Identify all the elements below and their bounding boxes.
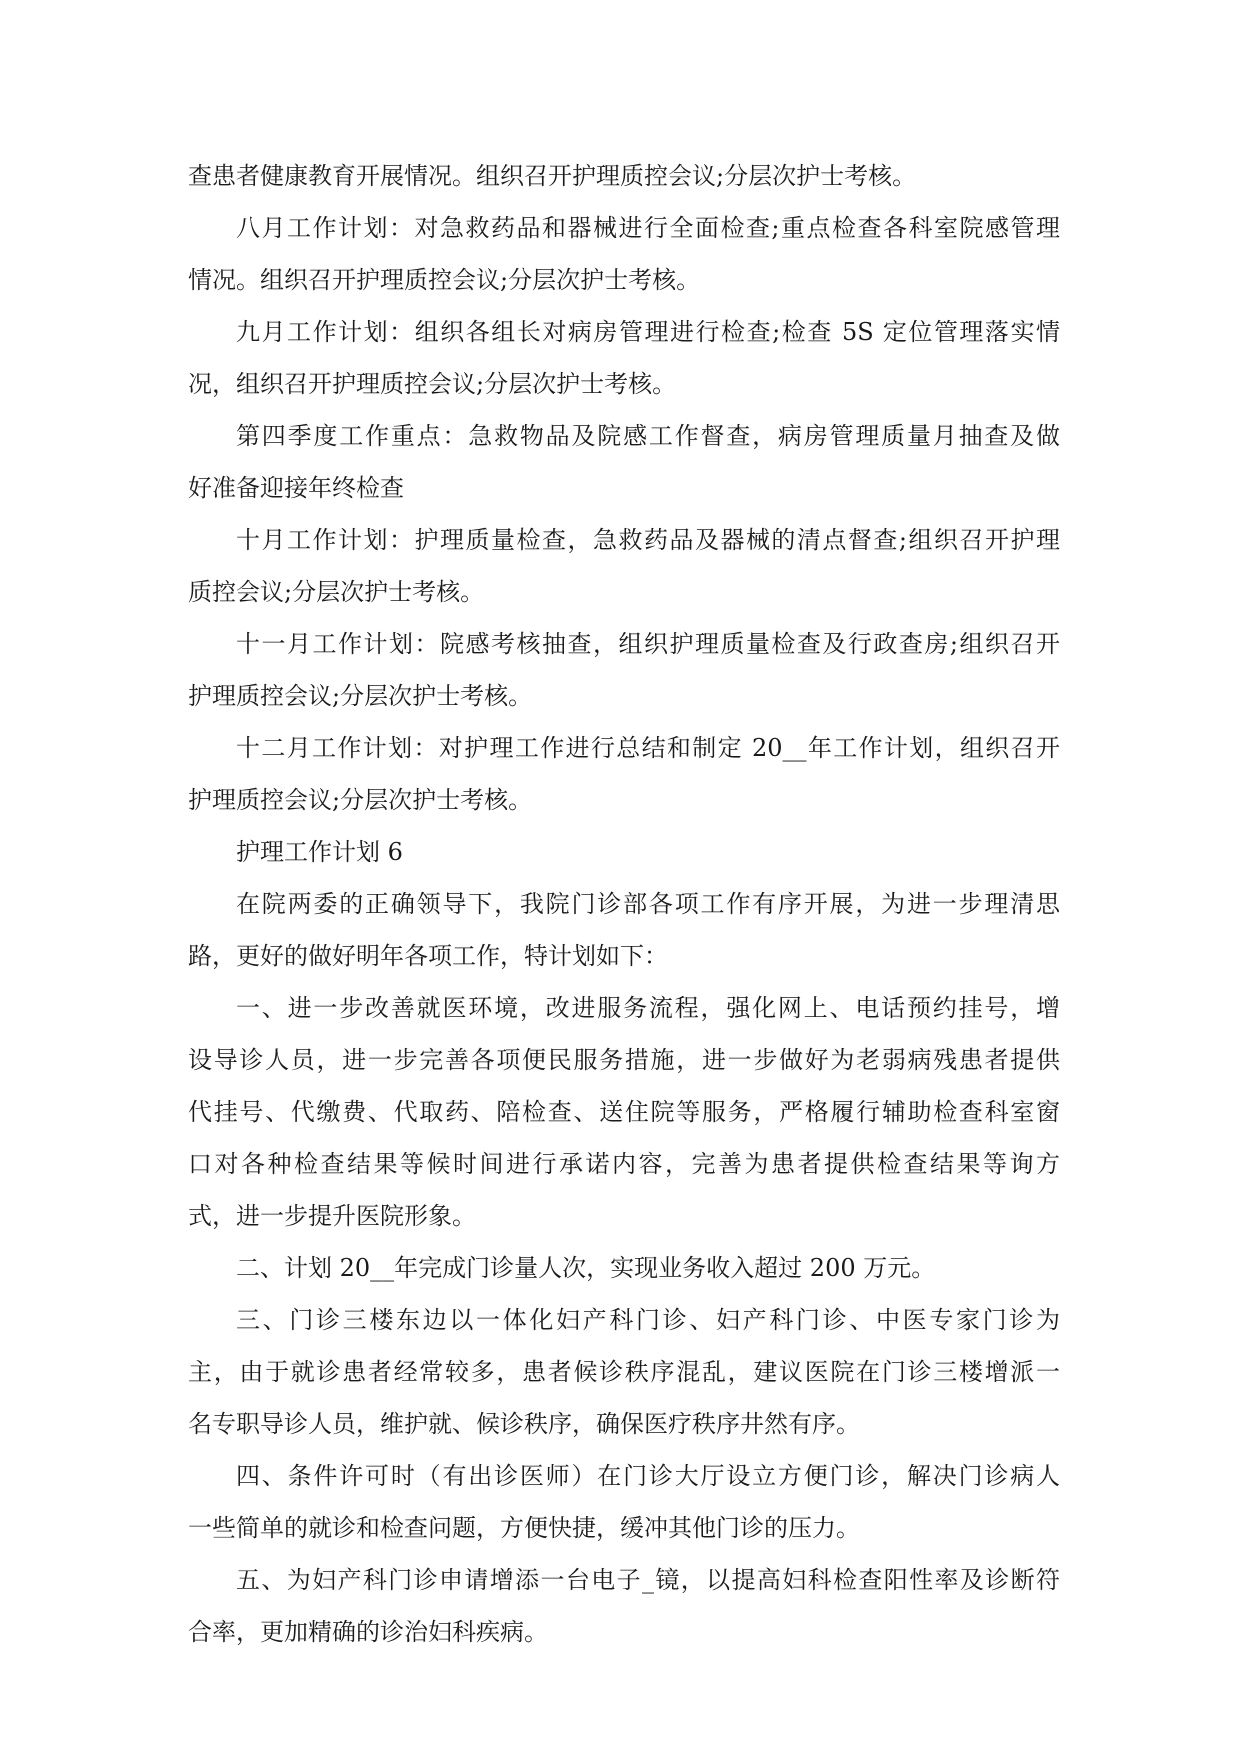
paragraph xyxy=(188,202,1060,306)
paragraph xyxy=(188,618,1060,722)
paragraph-line: 四、条件许可时（有出诊医师）在门诊大厅设立方便门诊，解决门诊病人 xyxy=(236,1462,1060,1490)
paragraph-line: 好准备迎接年终检查 xyxy=(188,474,404,502)
paragraph xyxy=(188,1450,1060,1554)
paragraph xyxy=(188,878,1060,982)
paragraph-line: 十一月工作计划：院感考核抽查，组织护理质量检查及行政查房;组织召开 xyxy=(236,630,1060,658)
document-body xyxy=(188,150,1060,1658)
paragraph-line: 九月工作计划：组织各组长对病房管理进行检查;检查 5S 定位管理落实情 xyxy=(236,318,1060,346)
paragraph-line: 十二月工作计划：对护理工作进行总结和制定 20__年工作计划，组织召开 xyxy=(236,734,1060,762)
paragraph-line: 在院两委的正确领导下，我院门诊部各项工作有序开展，为进一步理清思 xyxy=(236,890,1060,918)
paragraph-line: 护理质控会议;分层次护士考核。 xyxy=(188,682,533,710)
paragraph-line: 式，进一步提升医院形象。 xyxy=(188,1202,476,1230)
paragraph-line: 情况。组织召开护理质控会议;分层次护士考核。 xyxy=(188,266,701,294)
paragraph-line: 八月工作计划：对急救药品和器械进行全面检查;重点检查各科室院感管理 xyxy=(236,214,1060,242)
paragraph xyxy=(188,410,1060,514)
paragraph xyxy=(188,1242,1060,1294)
paragraph xyxy=(188,1294,1060,1450)
paragraph-line: 护理工作计划 6 xyxy=(236,838,403,866)
paragraph-line: 况，组织召开护理质控会议;分层次护士考核。 xyxy=(188,370,677,398)
paragraph-line: 护理质控会议;分层次护士考核。 xyxy=(188,786,533,814)
paragraph xyxy=(188,514,1060,618)
paragraph xyxy=(188,826,1060,878)
paragraph-line: 路，更好的做好明年各项工作，特计划如下： xyxy=(188,942,668,970)
paragraph xyxy=(188,1554,1060,1658)
paragraph xyxy=(188,306,1060,410)
paragraph xyxy=(188,982,1060,1242)
paragraph-line: 一些简单的就诊和检查问题，方便快捷，缓冲其他门诊的压力。 xyxy=(188,1514,860,1542)
paragraph-line: 合率，更加精确的诊治妇科疾病。 xyxy=(188,1618,548,1646)
paragraph-line: 口对各种检查结果等候时间进行承诺内容，完善为患者提供检查结果等询方 xyxy=(188,1150,1060,1178)
paragraph-line: 设导诊人员，进一步完善各项便民服务措施，进一步做好为老弱病残患者提供 xyxy=(188,1046,1060,1074)
paragraph-line: 代挂号、代缴费、代取药、陪检查、送住院等服务，严格履行辅助检查科室窗 xyxy=(188,1098,1060,1126)
paragraph-line: 一、进一步改善就医环境，改进服务流程，强化网上、电话预约挂号，增 xyxy=(236,994,1060,1022)
paragraph-line: 十月工作计划：护理质量检查，急救药品及器械的清点督查;组织召开护理 xyxy=(236,526,1060,554)
paragraph xyxy=(188,150,1060,202)
paragraph-line: 五、为妇产科门诊申请增添一台电子_镜，以提高妇科检查阳性率及诊断符 xyxy=(236,1566,1060,1594)
paragraph-line: 质控会议;分层次护士考核。 xyxy=(188,578,485,606)
paragraph-line: 第四季度工作重点：急救物品及院感工作督查，病房管理质量月抽查及做 xyxy=(236,422,1060,450)
paragraph-line: 二、计划 20__年完成门诊量人次，实现业务收入超过 200 万元。 xyxy=(236,1254,936,1282)
paragraph-line: 查患者健康教育开展情况。组织召开护理质控会议;分层次护士考核。 xyxy=(188,162,917,190)
paragraph-line: 主，由于就诊患者经常较多，患者候诊秩序混乱，建议医院在门诊三楼增派一 xyxy=(188,1358,1060,1386)
paragraph-line: 名专职导诊人员，维护就、候诊秩序，确保医疗秩序井然有序。 xyxy=(188,1410,860,1438)
paragraph xyxy=(188,722,1060,826)
paragraph-line: 三、门诊三楼东边以一体化妇产科门诊、妇产科门诊、中医专家门诊为 xyxy=(236,1306,1060,1334)
